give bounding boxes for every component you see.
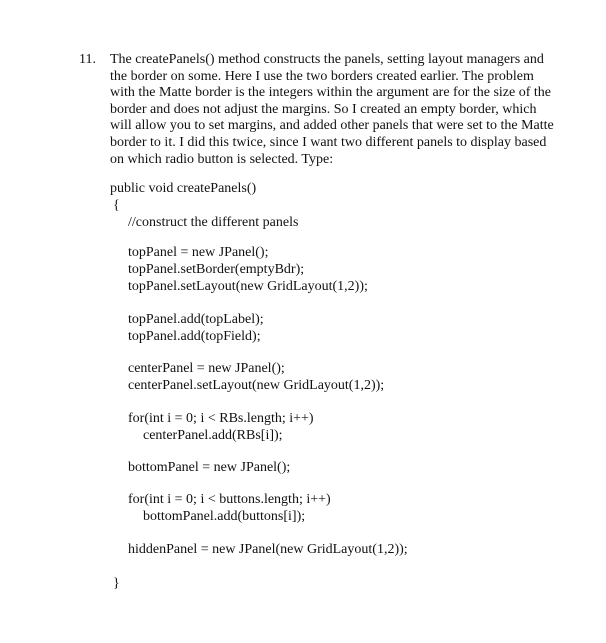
code-line: centerPanel = new JPanel(); [128,361,285,376]
instruction-line: on which radio button is selected. Type: [110,151,334,167]
code-line: topPanel.setBorder(emptyBdr); [128,262,305,277]
code-line: centerPanel.add(RBs[i]); [143,428,283,443]
code-comment: //construct the different panels [128,215,299,230]
code-line: for(int i = 0; i < buttons.length; i++) [128,492,331,507]
instruction-line: the border on some. Here I use the two borders created earlier. The problem [110,68,534,84]
item-number: 11. [79,52,96,67]
instruction-line: border and does not adjust the margins. So I created an empty border, which [110,101,537,117]
code-line: topPanel.setLayout(new GridLayout(1,2)); [128,279,368,294]
code-line: bottomPanel = new JPanel(); [128,460,291,475]
code-line: for(int i = 0; i < RBs.length; i++) [128,411,314,426]
code-open-brace: { [113,198,120,213]
code-method-signature: public void createPanels() [110,181,257,196]
instruction-line: The createPanels() method constructs the panels, setting layout managers and [110,52,544,67]
instruction-line: border to it. I did this twice, since I want two different panels to display based [110,134,547,150]
code-line: centerPanel.setLayout(new GridLayout(1,2)); [128,378,385,393]
code-line: topPanel.add(topField); [128,329,261,344]
instruction-line: will allow you to set margins, and added other panels that were set to the Matte [110,118,554,134]
code-close-brace: } [113,576,120,591]
code-line: hiddenPanel = new JPanel(new GridLayout(1,2)); [128,542,408,557]
code-line: topPanel.add(topLabel); [128,312,264,327]
code-line: topPanel = new JPanel(); [128,245,269,260]
code-line: bottomPanel.add(buttons[i]); [143,509,306,524]
instruction-line: with the Matte border is the integers within the argument are for the size of the [110,85,551,101]
